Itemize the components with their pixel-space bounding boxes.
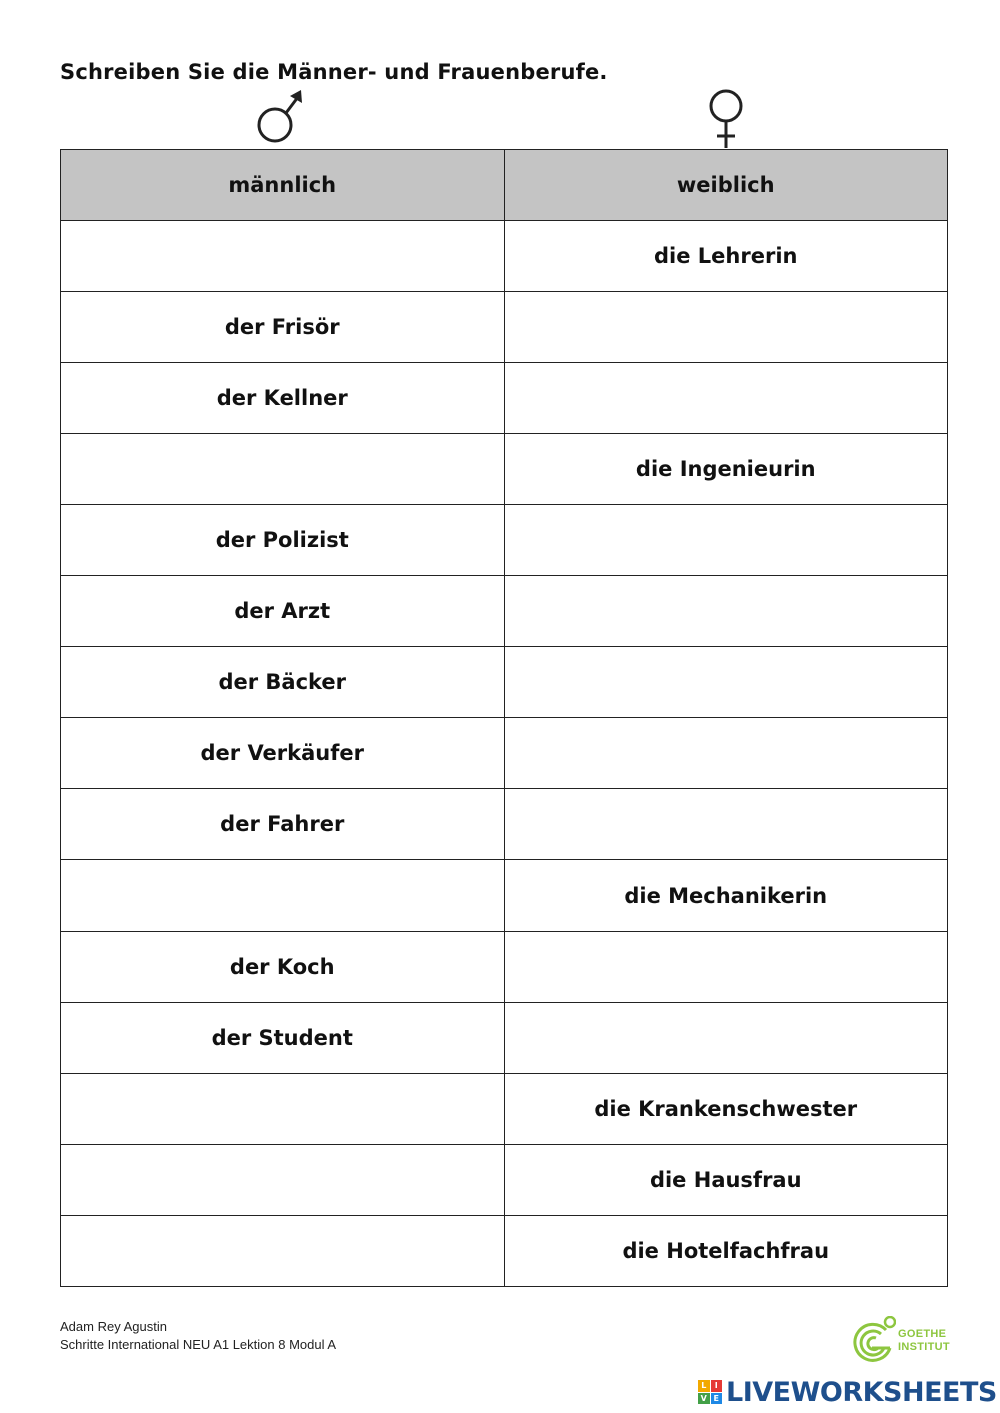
table-row [61,1145,948,1216]
professions-table [60,149,948,1287]
badge-letter: I [711,1380,723,1392]
cell-male: der Polizist [61,505,505,576]
cell-male[interactable] [61,221,505,292]
cell-female[interactable] [504,363,948,434]
footer-author: Adam Rey Agustin [60,1319,167,1334]
cell-male: der Arzt [61,576,505,647]
goethe-line2: INSTITUT [898,1341,950,1353]
table-row [61,789,948,860]
table-row [61,718,948,789]
header-male: männlich [61,150,505,221]
female-symbol-icon [704,88,748,150]
table-row [61,1074,948,1145]
cell-male: der Koch [61,932,505,1003]
goethe-logo-icon [850,1316,896,1372]
table-row [61,932,948,1003]
cell-female: die Mechanikerin [504,860,948,932]
cell-male: der Frisör [61,292,505,363]
cell-female[interactable] [504,1003,948,1074]
cell-male: der Bäcker [61,647,505,718]
cell-female[interactable] [504,647,948,718]
worksheet-instruction: Schreiben Sie die Männer- und Frauenberufe. [60,60,608,84]
table-row [61,292,948,363]
liveworksheets-logo[interactable] [698,1376,997,1408]
cell-male: der Fahrer [61,789,505,860]
badge-letter: V [698,1393,710,1405]
cell-male[interactable] [61,860,505,932]
goethe-logo-text [898,1328,950,1354]
cell-male[interactable] [61,1074,505,1145]
cell-male: der Verkäufer [61,718,505,789]
badge-letter: L [698,1380,710,1392]
table-row [61,1216,948,1287]
table-row [61,1003,948,1074]
cell-female[interactable] [504,718,948,789]
table-row [61,860,948,932]
footer-source: Schritte International NEU A1 Lektion 8 Modul A [60,1337,337,1352]
footer [60,1318,336,1354]
table-row [61,576,948,647]
header-female: weiblich [504,150,948,221]
goethe-line1: GOETHE [898,1328,947,1340]
liveworksheets-badge-icon [698,1380,722,1404]
cell-male: der Kellner [61,363,505,434]
table-header-row [61,150,948,221]
cell-female[interactable] [504,789,948,860]
cell-male: der Student [61,1003,505,1074]
cell-female[interactable] [504,505,948,576]
table-row [61,647,948,718]
goethe-institut-logo [850,1316,950,1372]
cell-female[interactable] [504,292,948,363]
cell-female: die Hausfrau [504,1145,948,1216]
cell-female: die Lehrerin [504,221,948,292]
cell-female: die Krankenschwester [504,1074,948,1145]
male-symbol-icon [252,88,308,148]
badge-letter: E [711,1393,723,1405]
cell-female: die Hotelfachfrau [504,1216,948,1287]
cell-male[interactable] [61,1216,505,1287]
table-row [61,434,948,505]
liveworksheets-wordmark: LIVEWORKSHEETS [726,1376,997,1408]
table-row [61,221,948,292]
cell-male[interactable] [61,1145,505,1216]
cell-female[interactable] [504,932,948,1003]
cell-male[interactable] [61,434,505,505]
table-row [61,363,948,434]
cell-female: die Ingenieurin [504,434,948,505]
cell-female[interactable] [504,576,948,647]
table-row [61,505,948,576]
